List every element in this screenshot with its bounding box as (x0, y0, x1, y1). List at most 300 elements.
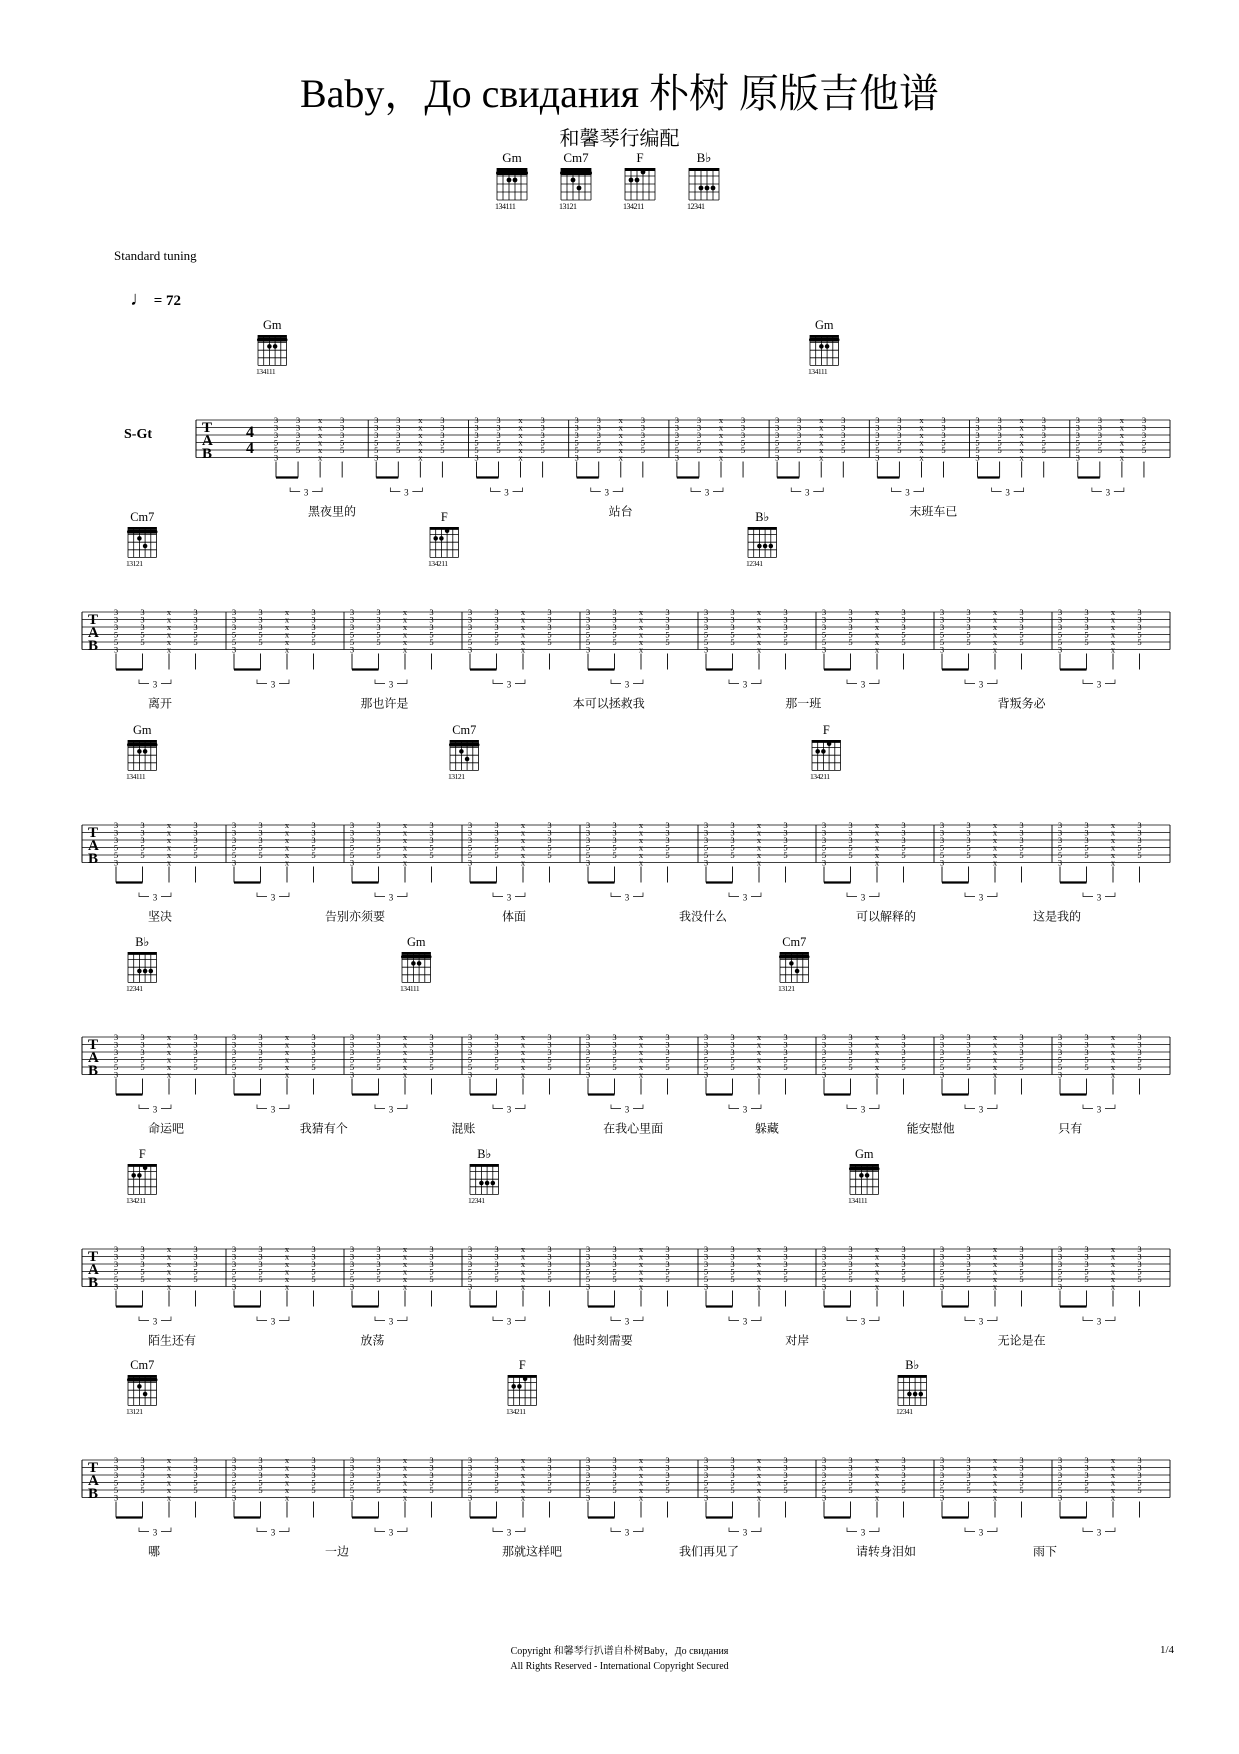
svg-text:x: x (992, 1281, 998, 1292)
triplet-mark: 3 (388, 892, 394, 903)
triplet-mark: 3 (1005, 487, 1010, 498)
chord-fingering: 12341 (746, 558, 763, 568)
svg-text:3: 3 (349, 607, 355, 617)
svg-text:5: 5 (376, 1485, 381, 1495)
svg-text:3: 3 (429, 1244, 434, 1254)
triplet-mark: 3 (1096, 1316, 1102, 1327)
svg-text:5: 5 (311, 842, 316, 853)
svg-text:x: x (1110, 629, 1116, 640)
tab-column (901, 1244, 905, 1307)
svg-text:5: 5 (1075, 437, 1080, 448)
tab-column (966, 1032, 970, 1095)
svg-text:3: 3 (966, 1455, 971, 1465)
tab-column (993, 820, 998, 883)
svg-text:3: 3 (311, 1032, 316, 1042)
svg-text:x: x (638, 614, 644, 625)
svg-text:5: 5 (349, 1266, 355, 1277)
svg-text:5: 5 (585, 629, 591, 640)
chord-fingering: 134211 (126, 1195, 146, 1205)
svg-text:3: 3 (848, 827, 853, 838)
svg-text:3: 3 (429, 835, 434, 845)
svg-text:3: 3 (939, 1251, 945, 1262)
svg-text:x: x (402, 1069, 408, 1080)
tab-column (665, 1455, 669, 1518)
svg-text:x: x (284, 1281, 290, 1292)
svg-text:3: 3 (113, 1492, 119, 1503)
tab-column (468, 1032, 472, 1095)
svg-text:3: 3 (703, 1047, 709, 1057)
svg-text:5: 5 (231, 637, 237, 647)
svg-text:x: x (638, 1054, 644, 1065)
svg-text:x: x (874, 1032, 880, 1042)
svg-text:3: 3 (231, 1455, 237, 1465)
tab-clef-letter: B (88, 638, 99, 654)
svg-text:5: 5 (730, 637, 735, 647)
svg-text:3: 3 (797, 430, 802, 440)
tab-clef-letter: T (88, 825, 99, 841)
tab-column (350, 1032, 354, 1095)
svg-text:3: 3 (1084, 614, 1089, 625)
svg-text:x: x (520, 820, 526, 830)
tab-column (586, 1244, 590, 1307)
svg-text:5: 5 (730, 1274, 735, 1284)
svg-text:3: 3 (1057, 1455, 1063, 1465)
chord-diagram (428, 510, 459, 568)
svg-text:3: 3 (547, 1455, 552, 1465)
svg-text:3: 3 (429, 607, 434, 617)
svg-text:x: x (520, 1062, 526, 1072)
svg-text:x: x (992, 1047, 998, 1057)
svg-text:3: 3 (113, 1039, 119, 1050)
svg-text:3: 3 (821, 857, 827, 868)
chord-name: F (518, 1358, 526, 1372)
triplet-mark: 3 (270, 1527, 276, 1538)
svg-text:3: 3 (848, 1251, 853, 1262)
svg-text:5: 5 (1097, 437, 1102, 448)
svg-text:3: 3 (585, 1455, 591, 1465)
svg-text:5: 5 (193, 842, 198, 853)
svg-text:x: x (638, 1492, 644, 1503)
tab-column (494, 1455, 498, 1518)
svg-text:3: 3 (783, 1470, 788, 1480)
svg-text:3: 3 (821, 1047, 827, 1057)
svg-text:5: 5 (140, 637, 145, 647)
svg-text:5: 5 (376, 1062, 381, 1072)
chord-diagram (468, 1147, 499, 1205)
svg-text:x: x (756, 1062, 762, 1072)
svg-text:5: 5 (975, 437, 980, 448)
tab-column (941, 415, 945, 478)
svg-text:5: 5 (665, 1054, 670, 1065)
svg-text:x: x (520, 1244, 526, 1254)
svg-text:x: x (874, 1244, 880, 1254)
svg-text:5: 5 (1019, 850, 1024, 860)
svg-text:3: 3 (897, 430, 902, 440)
svg-text:x: x (317, 430, 323, 440)
triplet-mark: 3 (506, 1104, 512, 1115)
tab-column (783, 1244, 787, 1307)
tab-clef-letter: B (202, 446, 213, 462)
tab-column (167, 1032, 172, 1095)
svg-text:3: 3 (1057, 1470, 1063, 1480)
svg-text:x: x (402, 1244, 408, 1254)
svg-text:5: 5 (113, 842, 119, 853)
triplet-mark: 3 (978, 679, 984, 690)
svg-text:3: 3 (494, 1455, 499, 1465)
svg-text:x: x (284, 827, 290, 838)
svg-text:x: x (166, 1266, 172, 1277)
svg-text:x: x (992, 1492, 998, 1503)
svg-text:x: x (638, 644, 644, 655)
tab-column (848, 820, 852, 883)
svg-text:5: 5 (311, 1477, 316, 1488)
svg-text:3: 3 (273, 452, 279, 463)
svg-text:3: 3 (585, 622, 591, 632)
svg-text:5: 5 (665, 629, 670, 640)
svg-text:x: x (284, 1047, 290, 1057)
svg-text:x: x (919, 422, 924, 433)
svg-text:3: 3 (897, 422, 902, 433)
svg-text:5: 5 (429, 1054, 434, 1065)
svg-text:5: 5 (585, 842, 591, 853)
svg-text:x: x (1019, 452, 1024, 463)
svg-text:3: 3 (703, 1259, 709, 1269)
svg-text:x: x (418, 437, 423, 448)
chord-diagram (848, 1147, 880, 1205)
svg-text:3: 3 (113, 1462, 119, 1473)
svg-text:5: 5 (467, 1054, 473, 1065)
svg-text:x: x (638, 1032, 644, 1042)
svg-text:3: 3 (966, 820, 971, 830)
triplet-mark: 3 (978, 1104, 984, 1115)
svg-text:5: 5 (665, 1062, 670, 1072)
tab-column (494, 1032, 498, 1095)
svg-text:3: 3 (467, 622, 473, 632)
tab-column (639, 1032, 644, 1095)
tab-column (1019, 607, 1023, 670)
svg-text:x: x (1110, 1054, 1116, 1065)
tab-column (741, 415, 745, 478)
tab-column (1137, 1032, 1141, 1095)
svg-text:3: 3 (585, 835, 591, 845)
svg-text:x: x (1110, 1062, 1116, 1072)
svg-text:x: x (618, 415, 623, 425)
svg-text:3: 3 (376, 820, 381, 830)
svg-text:3: 3 (349, 1047, 355, 1057)
svg-text:3: 3 (193, 820, 198, 830)
svg-text:3: 3 (774, 415, 780, 425)
tab-column (258, 1455, 262, 1518)
tab-column (966, 820, 970, 883)
svg-text:5: 5 (547, 637, 552, 647)
triplet-mark: 3 (742, 892, 748, 903)
svg-text:x: x (1110, 614, 1116, 625)
svg-text:5: 5 (665, 1274, 670, 1284)
svg-text:3: 3 (939, 820, 945, 830)
svg-text:5: 5 (193, 1062, 198, 1072)
triplet-mark: 3 (905, 487, 910, 498)
tab-column (140, 820, 144, 883)
svg-text:x: x (418, 430, 423, 440)
tab-column (521, 1244, 526, 1307)
svg-text:3: 3 (783, 1251, 788, 1262)
svg-text:5: 5 (821, 1485, 827, 1495)
lyric-text: 陌生还有 (148, 1333, 197, 1348)
svg-text:x: x (284, 1462, 290, 1473)
svg-text:x: x (284, 1259, 290, 1269)
triplet-mark: 3 (270, 679, 276, 690)
svg-text:3: 3 (429, 1039, 434, 1050)
svg-text:x: x (874, 629, 880, 640)
svg-text:5: 5 (467, 1274, 473, 1284)
svg-text:x: x (874, 1266, 880, 1277)
triplet-mark: 3 (270, 1104, 276, 1115)
svg-text:x: x (1119, 430, 1125, 440)
tab-column (232, 1032, 236, 1095)
tab-clef-letter: T (88, 1037, 99, 1053)
tab-column (639, 1455, 644, 1518)
svg-text:3: 3 (376, 1032, 381, 1042)
svg-text:x: x (518, 445, 523, 455)
svg-text:3: 3 (474, 452, 479, 463)
svg-text:3: 3 (193, 1470, 198, 1480)
svg-text:5: 5 (1137, 1274, 1142, 1284)
svg-text:5: 5 (941, 437, 946, 448)
svg-text:3: 3 (547, 1470, 552, 1480)
svg-text:x: x (992, 1244, 998, 1254)
svg-text:5: 5 (783, 1062, 788, 1072)
svg-text:5: 5 (1019, 1477, 1024, 1488)
svg-text:3: 3 (193, 1244, 198, 1254)
triplet-mark: 3 (388, 679, 394, 690)
svg-text:x: x (756, 1455, 762, 1465)
svg-text:3: 3 (783, 614, 788, 625)
svg-text:x: x (166, 820, 172, 830)
svg-text:5: 5 (783, 1274, 788, 1284)
svg-text:3: 3 (467, 607, 473, 617)
svg-text:5: 5 (1137, 637, 1142, 647)
svg-text:5: 5 (901, 1054, 906, 1065)
svg-text:5: 5 (821, 850, 827, 860)
svg-text:x: x (520, 1069, 526, 1080)
svg-text:5: 5 (193, 1054, 198, 1065)
tab-column (848, 1244, 852, 1307)
svg-text:x: x (284, 842, 290, 853)
svg-text:5: 5 (939, 1485, 945, 1495)
svg-text:x: x (402, 1039, 408, 1050)
svg-text:3: 3 (975, 430, 980, 440)
svg-text:3: 3 (1019, 1259, 1024, 1269)
svg-text:3: 3 (429, 1032, 434, 1042)
svg-text:3: 3 (730, 607, 735, 617)
svg-text:5: 5 (258, 1485, 263, 1495)
triplet-mark: 3 (704, 487, 710, 498)
svg-text:3: 3 (703, 1281, 709, 1292)
svg-text:x: x (638, 827, 644, 838)
triplet-mark: 3 (152, 1527, 158, 1538)
triplet-mark: 3 (978, 892, 984, 903)
svg-text:3: 3 (848, 1455, 853, 1465)
svg-text:5: 5 (540, 445, 545, 455)
svg-text:5: 5 (1057, 1274, 1063, 1284)
svg-text:x: x (919, 452, 924, 463)
tab-clef-letter: T (88, 612, 99, 628)
tab-column (919, 415, 924, 478)
svg-text:3: 3 (140, 1244, 145, 1254)
svg-text:x: x (166, 1485, 172, 1495)
svg-text:3: 3 (665, 1455, 670, 1465)
svg-text:3: 3 (1137, 1244, 1142, 1254)
svg-text:5: 5 (140, 1477, 145, 1488)
tab-column (494, 1244, 498, 1307)
tab-column (757, 1244, 762, 1307)
tab-column (1020, 415, 1025, 478)
svg-text:5: 5 (740, 437, 746, 448)
tab-column (704, 1244, 708, 1307)
svg-text:3: 3 (901, 1470, 906, 1480)
svg-text:3: 3 (1019, 622, 1024, 632)
tab-column (1058, 1455, 1062, 1518)
svg-text:3: 3 (140, 607, 145, 617)
svg-text:3: 3 (730, 1251, 735, 1262)
svg-text:3: 3 (440, 430, 445, 440)
tab-column (547, 1032, 551, 1095)
svg-text:5: 5 (349, 1054, 355, 1065)
svg-text:x: x (418, 422, 423, 433)
tab-column (1084, 607, 1088, 670)
tab-column (575, 415, 579, 478)
svg-text:5: 5 (547, 1485, 552, 1495)
svg-text:x: x (402, 1281, 408, 1292)
svg-text:3: 3 (1057, 1281, 1063, 1292)
svg-text:x: x (874, 637, 880, 647)
svg-text:3: 3 (730, 1259, 735, 1269)
tab-column (704, 1032, 708, 1095)
triplet-mark: 3 (388, 1527, 394, 1538)
tab-column (311, 1032, 315, 1095)
svg-text:5: 5 (1019, 842, 1024, 853)
svg-text:3: 3 (467, 1470, 473, 1480)
svg-text:5: 5 (696, 437, 702, 448)
svg-text:x: x (1110, 1244, 1116, 1254)
svg-text:3: 3 (730, 827, 735, 838)
svg-text:x: x (1019, 415, 1024, 425)
svg-text:3: 3 (939, 1069, 945, 1080)
tab-column (665, 820, 669, 883)
chord-fingering: 134211 (506, 1406, 526, 1416)
svg-text:5: 5 (429, 850, 434, 860)
svg-text:3: 3 (1075, 422, 1080, 433)
svg-text:5: 5 (1041, 445, 1046, 455)
svg-text:x: x (919, 445, 924, 455)
chord-diagram (126, 935, 157, 993)
svg-text:3: 3 (113, 1069, 119, 1080)
svg-text:3: 3 (231, 644, 237, 655)
tab-column (193, 1032, 197, 1095)
svg-text:3: 3 (665, 1244, 670, 1254)
svg-text:3: 3 (901, 1462, 906, 1473)
triplet-mark: 3 (860, 892, 866, 903)
triplet-mark: 3 (388, 1316, 394, 1327)
svg-text:5: 5 (467, 637, 473, 647)
svg-text:3: 3 (821, 1251, 827, 1262)
svg-text:x: x (1110, 835, 1116, 845)
svg-text:3: 3 (783, 1259, 788, 1269)
svg-text:3: 3 (547, 835, 552, 845)
svg-text:x: x (402, 827, 408, 838)
svg-text:3: 3 (1057, 1492, 1063, 1503)
svg-text:3: 3 (703, 835, 709, 845)
svg-text:3: 3 (612, 1259, 617, 1269)
svg-text:x: x (874, 1274, 880, 1284)
svg-text:x: x (1110, 850, 1116, 860)
svg-text:3: 3 (231, 614, 237, 625)
svg-text:5: 5 (665, 1485, 670, 1495)
svg-text:5: 5 (1084, 1062, 1089, 1072)
svg-text:x: x (874, 614, 880, 625)
svg-text:5: 5 (774, 437, 780, 448)
svg-text:3: 3 (997, 430, 1002, 440)
chord-name: Gm (262, 318, 282, 332)
svg-text:5: 5 (797, 437, 802, 448)
svg-text:3: 3 (396, 422, 401, 433)
svg-text:x: x (992, 1462, 998, 1473)
svg-text:5: 5 (939, 637, 945, 647)
svg-text:x: x (520, 1259, 526, 1269)
tab-system (82, 935, 1170, 1136)
svg-text:5: 5 (113, 629, 119, 640)
svg-text:3: 3 (376, 1462, 381, 1473)
tab-column (547, 607, 551, 670)
svg-text:3: 3 (113, 1244, 119, 1254)
svg-text:5: 5 (901, 629, 906, 640)
tab-column (193, 1455, 197, 1518)
svg-text:x: x (284, 1455, 290, 1465)
triplet-mark: 3 (270, 1316, 276, 1327)
svg-text:5: 5 (585, 1485, 591, 1495)
svg-text:3: 3 (1084, 1259, 1089, 1269)
svg-text:5: 5 (231, 629, 237, 640)
svg-text:x: x (402, 1477, 408, 1488)
svg-text:3: 3 (1097, 430, 1102, 440)
svg-text:3: 3 (140, 614, 145, 625)
svg-text:x: x (166, 1477, 172, 1488)
svg-text:x: x (756, 614, 762, 625)
chord-fingering: 13121 (126, 1406, 143, 1416)
tab-column (822, 1032, 826, 1095)
svg-text:3: 3 (966, 1032, 971, 1042)
chord-fingering: 13121 (126, 558, 143, 568)
tab-column (940, 1032, 944, 1095)
tab-column (285, 820, 290, 883)
svg-text:3: 3 (376, 1039, 381, 1050)
svg-text:5: 5 (547, 850, 552, 860)
svg-text:5: 5 (821, 1477, 827, 1488)
svg-text:5: 5 (966, 629, 971, 640)
svg-text:x: x (284, 637, 290, 647)
svg-text:x: x (1110, 607, 1116, 617)
svg-text:3: 3 (585, 857, 591, 868)
rights-line: All Rights Reserved - International Copyright Secured (510, 1661, 729, 1672)
svg-text:5: 5 (340, 437, 345, 448)
tab-column (612, 607, 616, 670)
svg-text:3: 3 (311, 622, 316, 632)
triplet-mark: 3 (1096, 892, 1102, 903)
svg-text:5: 5 (939, 1266, 945, 1277)
chord-name: Gm (502, 150, 522, 165)
svg-text:5: 5 (1137, 850, 1142, 860)
lyric-text: 请转身泪如 (856, 1544, 917, 1559)
